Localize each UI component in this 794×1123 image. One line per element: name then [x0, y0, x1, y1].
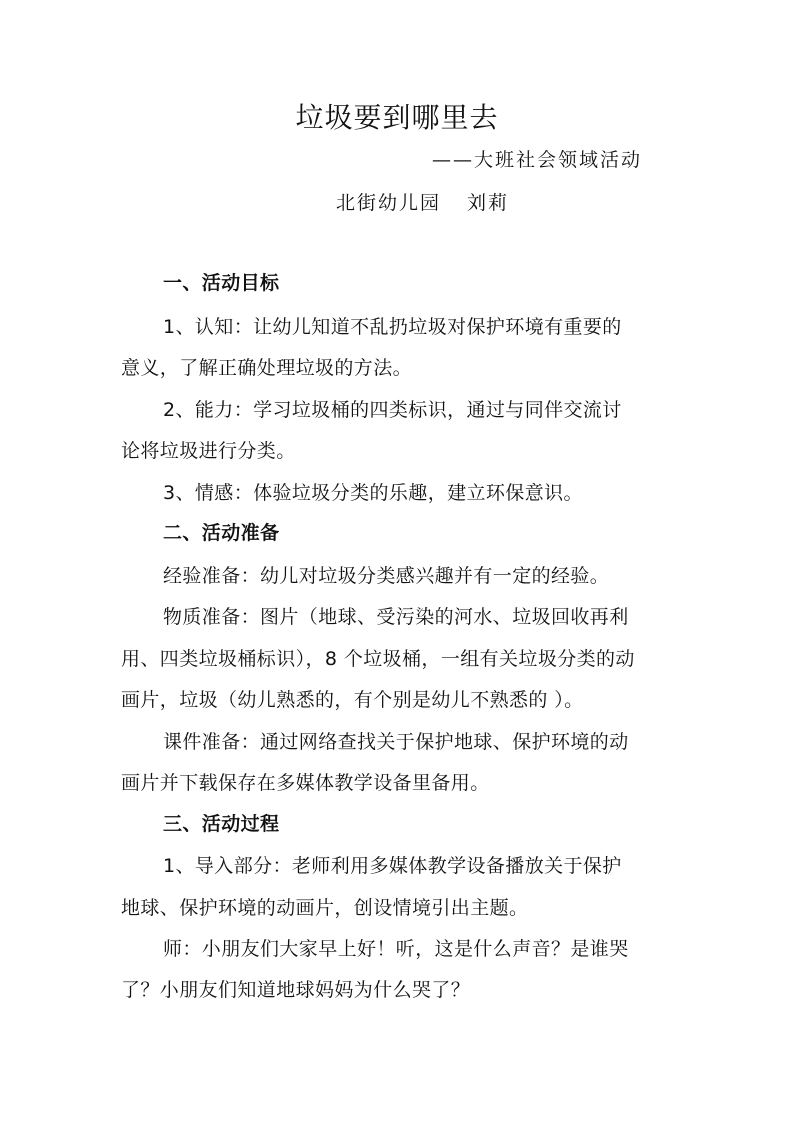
prep-material-line-3: 画片，垃圾（幼儿熟悉的，有个别是幼儿不熟悉的 ）。 — [121, 689, 584, 711]
teacher-dialogue-line-2: 了？小朋友们知道地球妈妈为什么哭了？ — [121, 979, 471, 1001]
goal-emotion: 3、情感：体验垃圾分类的乐趣，建立环保意识。 — [163, 482, 583, 504]
school-name: 北街幼儿园 — [336, 192, 442, 214]
document-subtitle: ——大班社会领域活动 — [432, 149, 643, 171]
process-intro-line-1: 1、导入部分：老师利用多媒体教学设备播放关于保护 — [163, 855, 622, 877]
process-intro-line-2: 地球、保护环境的动画片，创设情境引出主题。 — [121, 897, 529, 919]
goal-cognition-line-2: 意义，了解正确处理垃圾的方法。 — [121, 357, 413, 379]
section-heading-prep: 二、活动准备 — [163, 522, 280, 544]
goal-ability-line-2: 论将垃圾进行分类。 — [121, 440, 296, 462]
author-line — [336, 189, 509, 217]
document-title: 垃圾要到哪里去 — [295, 101, 499, 134]
section-heading-goals: 一、活动目标 — [163, 272, 280, 294]
prep-material-line-2: 用、四类垃圾桶标识），8 个垃圾桶，一组有关垃圾分类的动 — [121, 648, 635, 670]
prep-courseware-line-2: 画片并下载保存在多媒体教学设备里备用。 — [121, 772, 490, 794]
prep-experience: 经验准备：幼儿对垃圾分类感兴趣并有一定的经验。 — [163, 565, 610, 587]
author-name: 刘莉 — [467, 192, 510, 214]
teacher-dialogue-line-1: 师：小朋友们大家早上好！听，这是什么声音？是谁哭 — [163, 938, 629, 960]
prep-courseware-line-1: 课件准备：通过网络查找关于保护地球、保护环境的动 — [163, 731, 629, 753]
prep-material-line-1: 物质准备：图片（地球、受污染的河水、垃圾回收再利 — [163, 606, 629, 628]
section-heading-process: 三、活动过程 — [163, 813, 280, 835]
goal-ability-line-1: 2、能力：学习垃圾桶的四类标识，通过与同伴交流讨 — [163, 399, 622, 421]
goal-cognition-line-1: 1、认知：让幼儿知道不乱扔垃圾对保护环境有重要的 — [163, 316, 622, 338]
